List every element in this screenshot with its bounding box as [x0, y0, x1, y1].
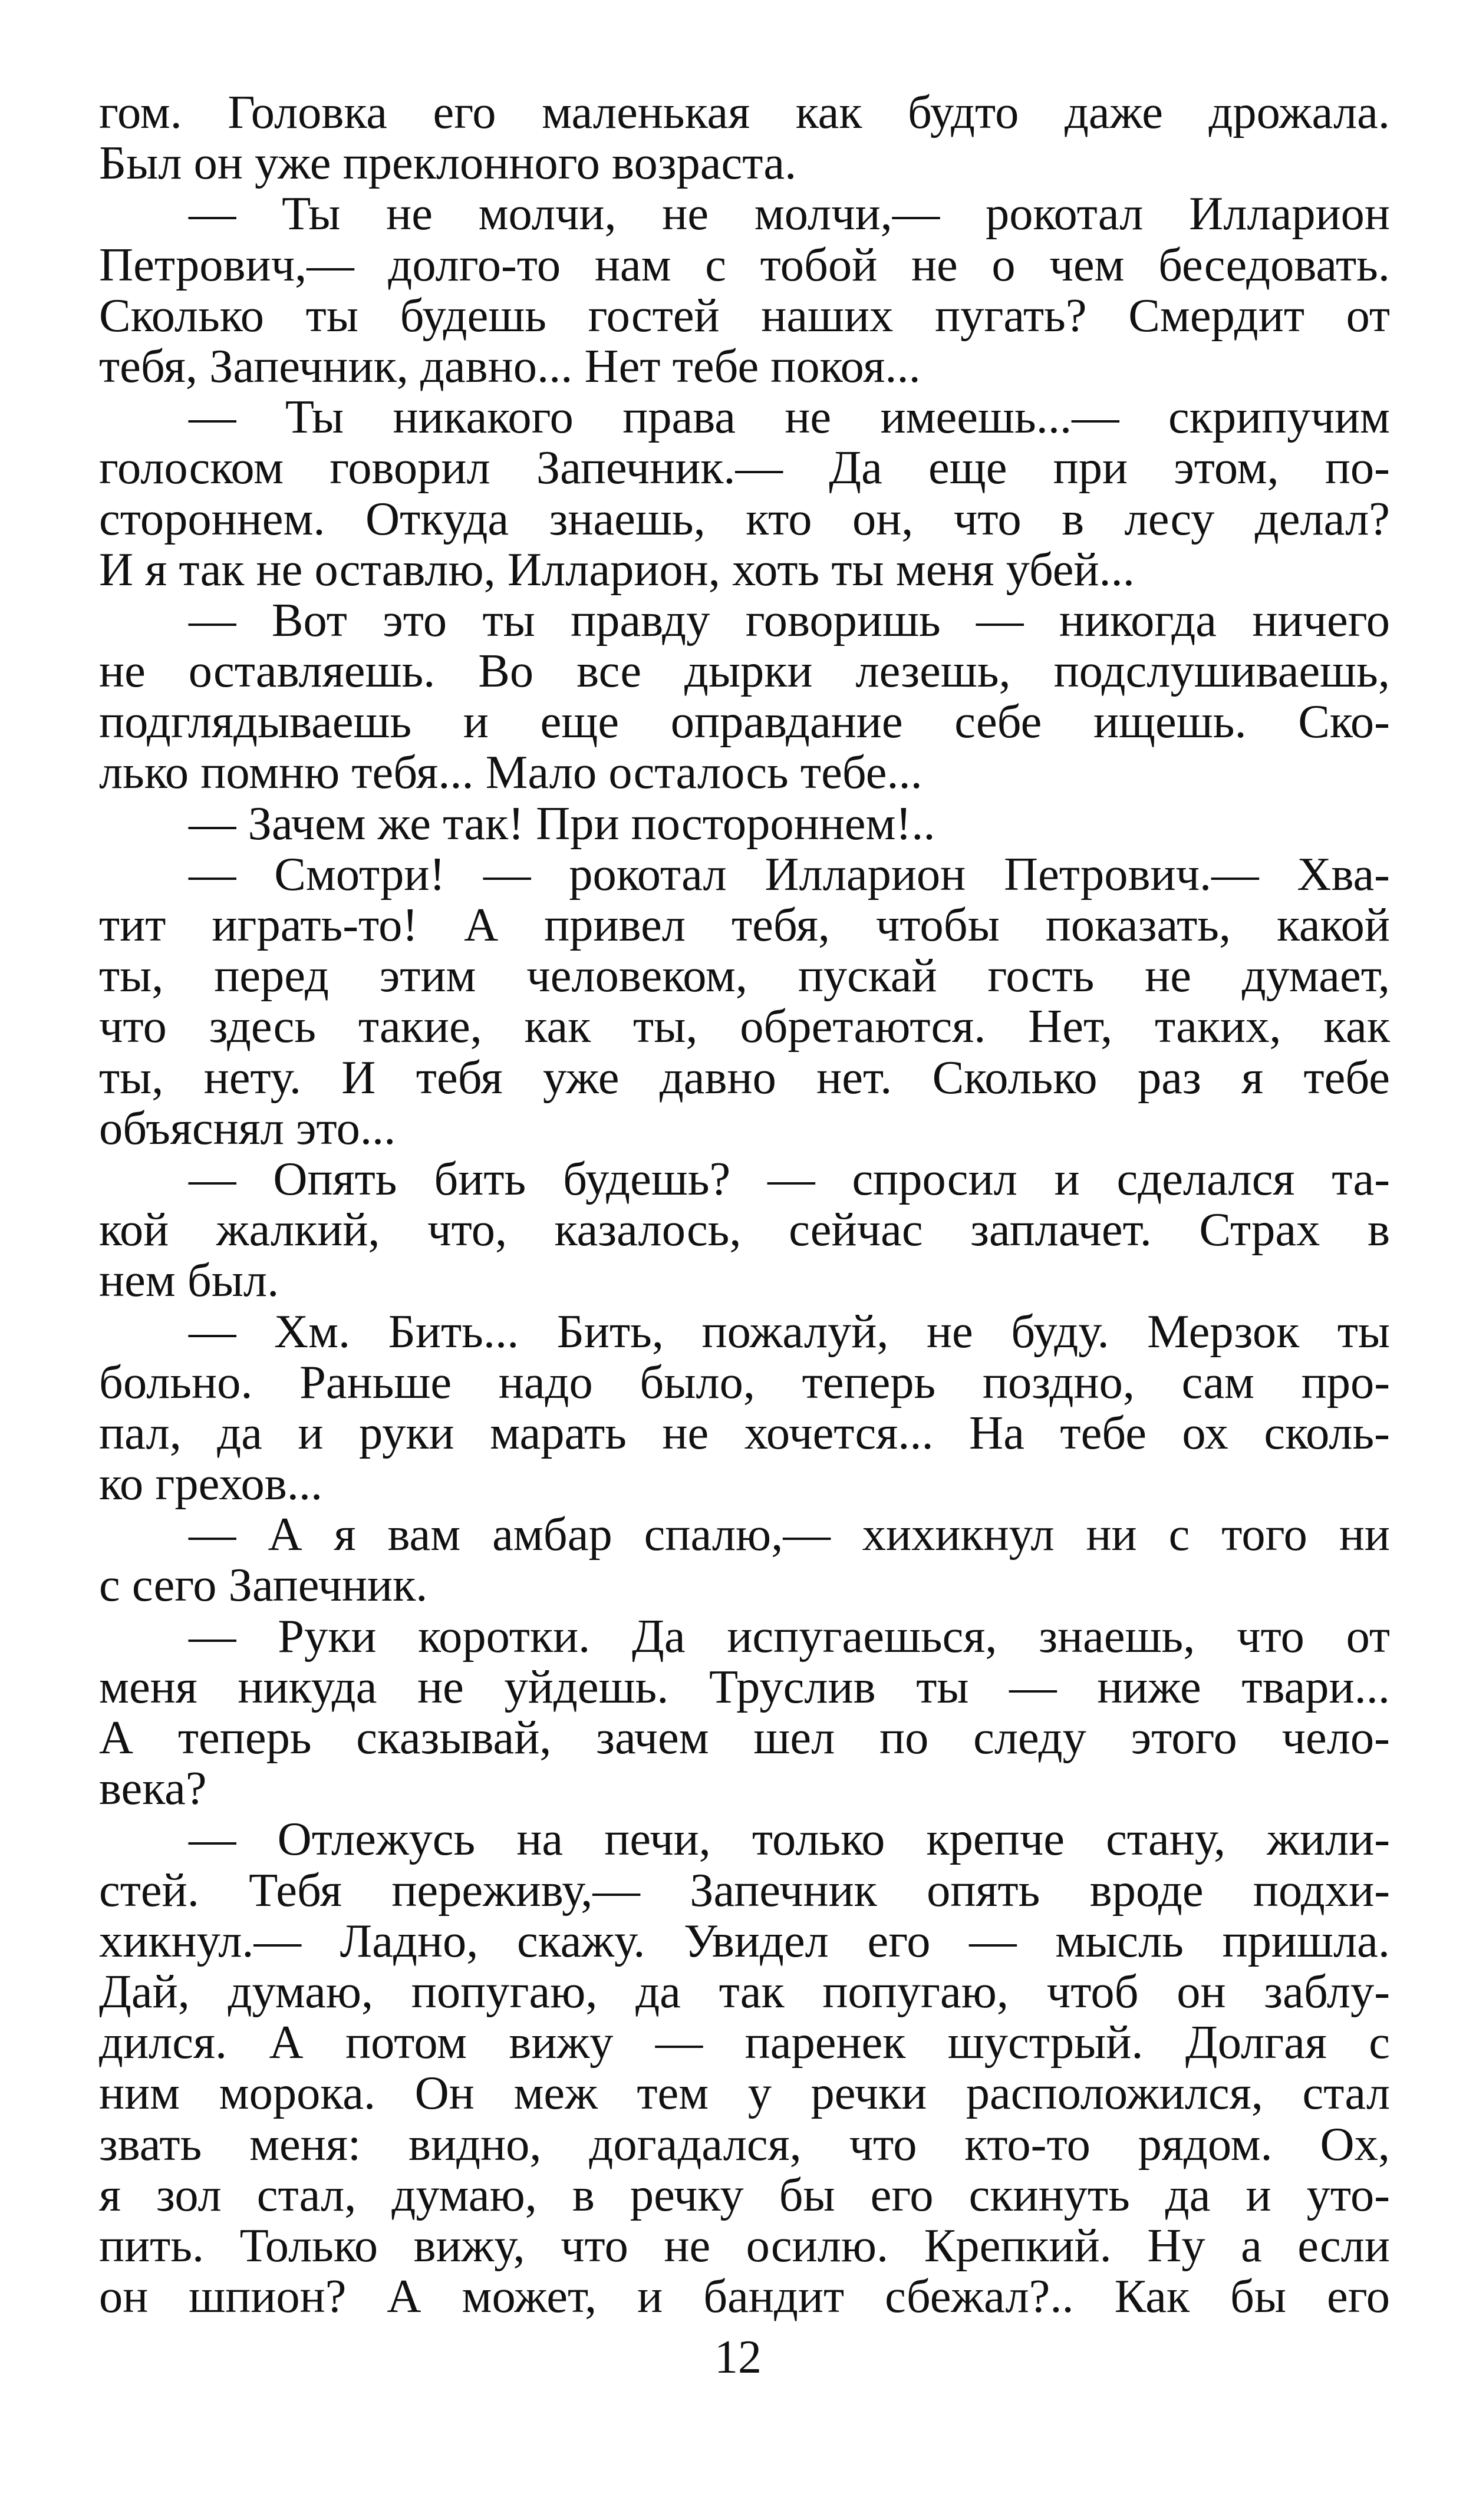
text-line: — Опять бить будешь? — спросил и сделался та-	[189, 1152, 1390, 1205]
text-line: ко грехов...	[99, 1457, 323, 1510]
text-line: гом. Головка его маленькая как будто даже дрожала.	[99, 86, 1390, 138]
text-line: голоском говорил Запечник.— Да еще при этом, по-	[99, 441, 1390, 494]
text-line: Петрович,— долго-то нам с тобой не о чем беседовать.	[99, 238, 1390, 291]
page-text-block	[99, 87, 1390, 2322]
text-line: с сего Запечник.	[99, 1559, 428, 1612]
text-line: — А я вам амбар спалю,— хихикнул ни с того ни	[189, 1508, 1390, 1561]
text-line: ним морока. Он меж тем у речки расположился, стал	[99, 2067, 1390, 2120]
text-line: тебя, Запечник, давно... Нет тебе покоя...	[99, 339, 921, 392]
page-number: 12	[714, 2331, 762, 2383]
text-line: — Ты не молчи, не молчи,— рокотал Илларион	[189, 187, 1390, 240]
text-line: стороннем. Откуда знаешь, кто он, что в лесу делал?	[99, 492, 1390, 545]
text-line: хикнул.— Ладно, скажу. Увидел его — мысль пришла.	[99, 1914, 1390, 1967]
text-line: тит играть-то! А привел тебя, чтобы показать, какой	[99, 899, 1390, 951]
text-line: Дай, думаю, попугаю, да так попугаю, чтоб он заблу-	[99, 1965, 1390, 2018]
text-line: звать меня: видно, догадался, что кто-то рядом. Ох,	[99, 2117, 1390, 2171]
text-line: подглядываешь и еще оправдание себе ищешь. Ско-	[99, 695, 1390, 748]
text-line: Сколько ты будешь гостей наших пугать? Смердит от	[99, 289, 1390, 342]
text-line: А теперь сказывай, зачем шел по следу этого чело-	[99, 1711, 1390, 1764]
text-line: лько помню тебя... Мало осталось тебе...	[99, 746, 923, 799]
text-line: — Руки коротки. Да испугаешься, знаешь, что от	[189, 1609, 1390, 1663]
text-line: И я так не оставлю, Илларион, хоть ты меня убей...	[99, 543, 1135, 596]
text-line: века?	[99, 1762, 207, 1815]
text-line: — Хм. Бить... Бить, пожалуй, не буду. Мерзок ты	[189, 1305, 1390, 1358]
text-line: меня никуда не уйдешь. Труслив ты — ниже твари...	[99, 1660, 1390, 1713]
text-line: дился. А потом вижу — паренек шустрый. Долгая с	[99, 2016, 1390, 2069]
text-line: пал, да и руки марать не хочется... На тебе ох сколь-	[99, 1406, 1390, 1459]
text-line: стей. Тебя переживу,— Запечник опять вроде подхи-	[99, 1863, 1390, 1917]
text-line: — Зачем же так! При постороннем!..	[189, 797, 935, 850]
text-line: — Отлежусь на печи, только крепче стану, жили-	[189, 1813, 1390, 1866]
text-line: объяснял это...	[99, 1101, 396, 1155]
text-line: пить. Только вижу, что не осилю. Крепкий. Ну а если	[99, 2219, 1390, 2272]
text-line: больно. Раньше надо было, теперь поздно, сам про-	[99, 1355, 1390, 1409]
text-line: ты, перед этим человеком, пускай гость не думает,	[99, 949, 1390, 1002]
text-line: он шпион? А может, и бандит сбежал?.. Как бы его	[99, 2270, 1390, 2323]
text-line: — Ты никакого права не имеешь...— скрипучим	[189, 391, 1390, 444]
text-line: я зол стал, думаю, в речку бы его скинуть да и уто-	[99, 2168, 1390, 2221]
text-line: — Вот это ты правду говоришь — никогда ничего	[189, 593, 1390, 647]
text-line: Был он уже преклонного возраста.	[99, 137, 797, 190]
text-line: ты, нету. И тебя уже давно нет. Сколько раз я тебе	[99, 1051, 1390, 1104]
text-line: что здесь такие, как ты, обретаются. Нет, таких, как	[99, 1000, 1390, 1053]
text-line: не оставляешь. Во все дырки лезешь, подслушиваешь,	[99, 645, 1390, 698]
text-line: кой жалкий, что, казалось, сейчас заплачет. Страх в	[99, 1203, 1390, 1256]
text-line: нем был.	[99, 1254, 279, 1307]
text-line: — Смотри! — рокотал Илларион Петрович.— Хва-	[189, 847, 1390, 901]
